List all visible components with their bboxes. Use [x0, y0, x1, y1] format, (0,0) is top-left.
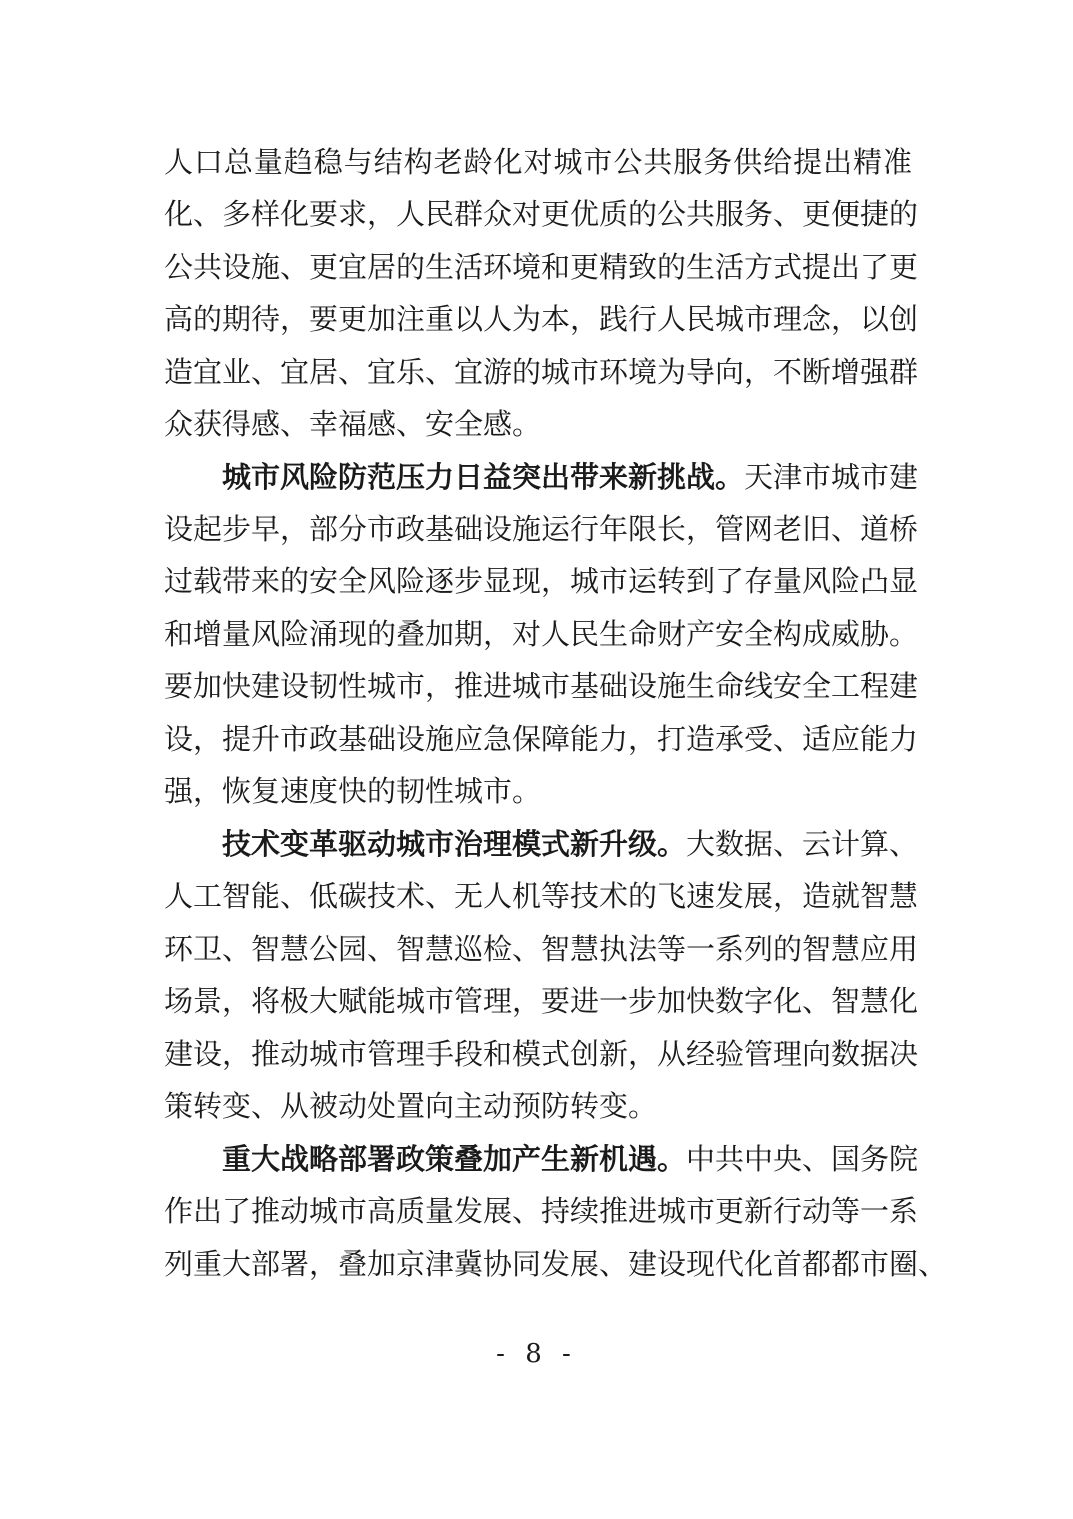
- paragraph-1-line-2: 化、多样化要求，人民群众对更优质的公共服务、更便捷的: [164, 197, 919, 231]
- page-number: - 8 -: [496, 1339, 577, 1369]
- paragraph-3-first-line-rest: 大数据、云计算、: [686, 827, 919, 861]
- paragraph-2-line-3: 过载带来的安全风险逐步显现，城市运转到了存量风险凸显: [164, 564, 919, 598]
- paragraph-4-line-3: 列重大部署，叠加京津冀协同发展、建设现代化首都都市圈、: [164, 1247, 948, 1281]
- paragraph-4-heading: 重大战略部署政策叠加产生新机遇。: [222, 1142, 687, 1176]
- paragraph-4-first-line-rest: 中共中央、国务院: [686, 1142, 919, 1176]
- paragraph-1-line-6: 众获得感、幸福感、安全感。: [164, 407, 542, 441]
- paragraph-1-line-5: 造宜业、宜居、宜乐、宜游的城市环境为导向，不断增强群: [164, 355, 919, 389]
- paragraph-3-line-4: 场景，将极大赋能城市管理，要进一步加快数字化、智慧化: [164, 984, 919, 1018]
- paragraph-2-line-2: 设起步早，部分市政基础设施运行年限长，管网老旧、道桥: [164, 512, 919, 546]
- paragraph-3-line-3: 环卫、智慧公园、智慧巡检、智慧执法等一系列的智慧应用: [164, 932, 919, 966]
- paragraph-2-first-line-rest: 天津市城市建: [744, 460, 919, 494]
- paragraph-2-heading: 城市风险防范压力日益突出带来新挑战。: [222, 460, 745, 494]
- paragraph-1-line-3: 公共设施、更宜居的生活环境和更精致的生活方式提出了更: [164, 250, 919, 284]
- paragraph-3-line-5: 建设，推动城市管理手段和模式创新，从经验管理向数据决: [164, 1037, 919, 1071]
- paragraph-3-heading: 技术变革驱动城市治理模式新升级。: [222, 827, 687, 861]
- paragraph-2-line-6: 设，提升市政基础设施应急保障能力，打造承受、适应能力: [164, 722, 919, 756]
- paragraph-1-line-1: 人口总量趋稳与结构老龄化对城市公共服务供给提出精准: [164, 145, 912, 179]
- paragraph-4-first-line: [222, 1133, 919, 1185]
- paragraph-2-line-5: 要加快建设韧性城市，推进城市基础设施生命线安全工程建: [164, 669, 919, 703]
- paragraph-3-first-line: [222, 818, 919, 870]
- paragraph-2-first-line: [222, 451, 919, 503]
- paragraph-2-line-4: 和增量风险涌现的叠加期，对人民生命财产安全构成威胁。: [164, 617, 919, 651]
- paragraph-1-line-4: 高的期待，要更加注重以人为本，践行人民城市理念，以创: [164, 302, 919, 336]
- paragraph-3-line-2: 人工智能、低碳技术、无人机等技术的飞速发展，造就智慧: [164, 879, 919, 913]
- paragraph-3-line-6: 策转变、从被动处置向主动预防转变。: [164, 1089, 658, 1123]
- paragraph-4-line-2: 作出了推动城市高质量发展、持续推进城市更新行动等一系: [164, 1194, 919, 1228]
- paragraph-2-line-7: 强，恢复速度快的韧性城市。: [164, 774, 542, 808]
